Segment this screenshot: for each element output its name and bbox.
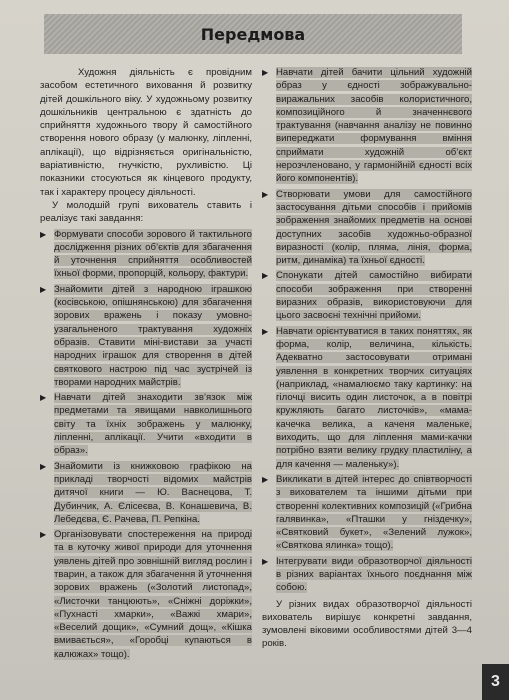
task-item (262, 188, 472, 268)
task-text: Інтегрувати види образотворчої діяльності в різних варіантах їхнього поєднання між собою. (276, 555, 472, 594)
intro-block (40, 66, 252, 199)
title-band (44, 14, 462, 54)
bullet-triangle-icon: ▶ (40, 284, 47, 294)
task-text: Навчати дітей знаходити зв’язок між предметами та явищами навколишнього світу та їхніх зображень у малюнку, ліпленні, аплікації. Учити «входити в образ». (54, 392, 252, 457)
bullet-triangle-icon: ▶ (262, 556, 269, 566)
task-text: Формувати способи зорового й тактильного дослідження різних об’єктів для збагачення й уточнення сприйняття особливостей їхньої форми, пропорцій, кольору, фактури. (54, 228, 252, 280)
task-text: Знайомити дітей з народною іграшкою (косівською, опішнянською) для збагачення зорових вражень і показу умовно-узагальненого трактування художніх образів. Ставити міні-вистави за участі народних іграшок для створення в дітей святкового настрою під час зустрічей із творами народних майстрів. (54, 283, 252, 388)
task-text: Організовувати спостереження на природі та в куточку живої природи для уточнення уявлень дітей про зовнішній вигляд рослин і тварин, а також для збагачення й уточнення зорових вражень («Золотий листопад», «Листочки танцюють», «Сніжні доріжки», «Пухнасті хмарки», «Важкі хмари», «Веселий дощик», «Сумний дощ», «Кішка вмивається», «Горобці купаються в калюжах» тощо). (54, 529, 252, 660)
bullet-triangle-icon: ▶ (40, 393, 47, 403)
bullet-triangle-icon: ▶ (262, 474, 269, 484)
page-title: Передмова (200, 24, 306, 44)
bullet-triangle-icon: ▶ (262, 68, 269, 77)
task-item (262, 555, 472, 595)
bullet-triangle-icon: ▶ (262, 271, 269, 281)
closing-paragraph: У різних видах образотворчої діяльності вихователь вирішує конкретні завдання, зумовлені віковими особливостями дітей 3—4 років. (262, 598, 472, 650)
task-item (40, 528, 252, 661)
right-column (262, 66, 472, 651)
page-number-tab (482, 664, 509, 700)
task-item (262, 473, 472, 553)
bullet-triangle-icon: ▶ (40, 229, 47, 239)
task-text: Створювати умови для самостійного застосування дітьми способів і прийомів зображення знайомих предметів на основі доступних засобів художньо-образної виразності (колір, пляма, лінія, форма, ритм, динаміка) та їхньої єдності. (276, 188, 472, 267)
task-item (262, 325, 472, 471)
task-text: Знайомити із книжковою графікою на прикладі творчості відомих майстрів дитячої книги — Ю. Васнецова, Т. Дубинчик, А. Єлісеєва, В. Конашевича, В. Лебедєва, Є. Рачева, П. Репкіна. (54, 460, 252, 525)
task-item (40, 283, 252, 389)
intro-paragraph: Художня діяльність є провідним засобом естетичного виховання й розвитку дітей дошкільного віку. У художньому розвитку дошкільників центральною є здатність до сприйняття художнього твору й самостійного створення нового образу (у малюнку, ліпленні, аплікації), що відрізняється оригінальністю, варіативністю, гнучкістю, рухливістю. Ці показники стосуються як кінцевого продукту, так і характеру процесу діяльності. (40, 67, 252, 198)
task-item (262, 269, 472, 322)
task-text: Викликати в дітей інтерес до співтворчості з вихователем та іншими дітьми при створенні колективних композицій («Грибна галявинка», «Пташки у гніздечку», «Святковий букет», «Зелений лужок», «Святкова ялинка» тощо). (276, 473, 472, 552)
bullet-triangle-icon: ▶ (40, 530, 47, 540)
left-column (40, 66, 252, 663)
bullet-triangle-icon: ▶ (262, 189, 269, 199)
task-text: Навчати орієнтуватися в таких поняттях, як форма, колір, величина, кількість. Адекватно застосовувати отримані уявлення в конкретних творчих ситуаціях (наприклад, «намалюємо таку картинку: на гілочці висить один листочок, а в повітрі кружляють багато листочків», «мама-качечка велика, а каченя маленьке, виходить, що для ліплення мами-качки потрібно взяти велику грудку пластиліну, а для качення — маленьку»). (276, 325, 472, 470)
task-item (40, 460, 252, 526)
tasks-lead: У молодшій групі вихователь ставить і реалізує такі завдання: (40, 199, 252, 225)
task-text: Спонукати дітей самостійно вибирати способи зображення при створенні виразних образів, використовуючи для цього засвоєні технічні прийоми. (276, 270, 472, 322)
task-text: Навчати дітей бачити цільний художній образ у єдності зображувально-виражальних засобів колористичного, композиційного й значеннєвого трактування (навчання аналізу не повинно випереджати формування вміння сприймати художній об’єкт нерозчленовано, у гармонійній єдності всіх його компонентів). (276, 67, 472, 185)
page-number: 3 (491, 673, 500, 690)
task-item (262, 66, 472, 186)
bullet-triangle-icon: ▶ (40, 461, 47, 471)
task-item (40, 391, 252, 457)
task-item (40, 228, 252, 281)
bullet-triangle-icon: ▶ (262, 326, 269, 336)
